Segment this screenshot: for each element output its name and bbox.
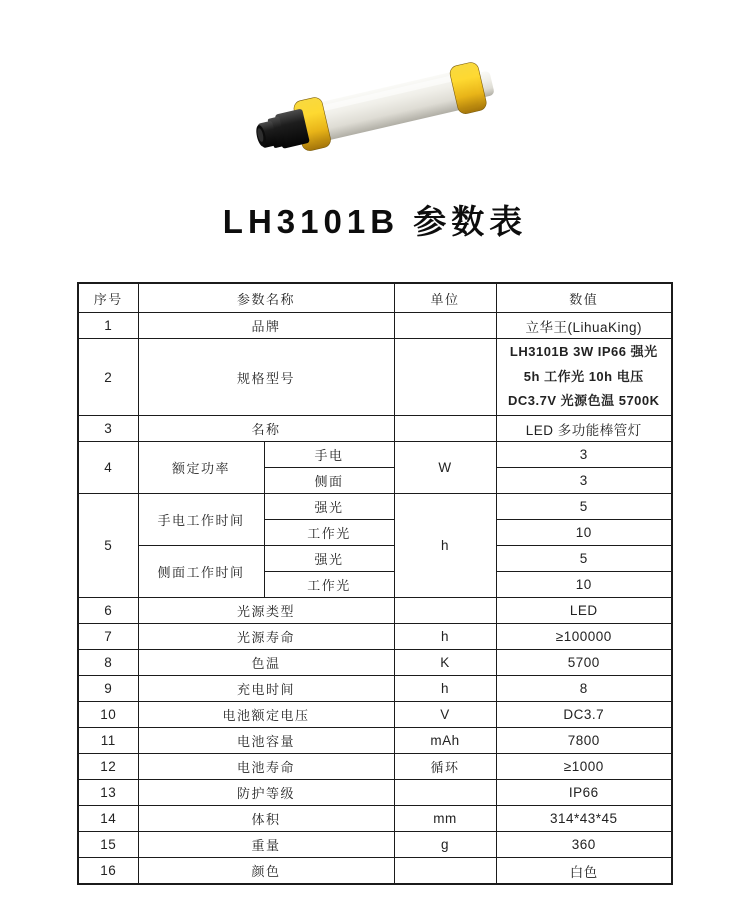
cell-param: 光源类型	[138, 598, 394, 624]
cell-unit: h	[394, 624, 496, 650]
cell-no: 2	[78, 339, 138, 416]
cell-param: 名称	[138, 416, 394, 442]
cell-unit: mm	[394, 806, 496, 832]
cell-param: 侧面工作时间	[138, 546, 264, 598]
cell-subparam: 强光	[264, 546, 394, 572]
cell-value: 白色	[496, 858, 672, 885]
table-row	[78, 313, 672, 339]
cell-value: 立华王(LihuaKing)	[496, 313, 672, 339]
table-row	[78, 780, 672, 806]
cell-value: 5	[496, 546, 672, 572]
cell-param: 防护等级	[138, 780, 394, 806]
cell-value: ≥1000	[496, 754, 672, 780]
cell-unit	[394, 339, 496, 416]
cell-param: 体积	[138, 806, 394, 832]
header-value: 数值	[496, 283, 672, 313]
cell-param: 电池额定电压	[138, 702, 394, 728]
cell-unit: V	[394, 702, 496, 728]
cell-no: 4	[78, 442, 138, 494]
cell-no: 1	[78, 313, 138, 339]
header-param: 参数名称	[138, 283, 394, 313]
cell-subparam: 工作光	[264, 520, 394, 546]
cell-unit: K	[394, 650, 496, 676]
table-row	[78, 702, 672, 728]
table-row	[78, 416, 672, 442]
cell-unit: g	[394, 832, 496, 858]
cell-value: 10	[496, 520, 672, 546]
cell-value: IP66	[496, 780, 672, 806]
cell-unit: h	[394, 676, 496, 702]
cell-no: 5	[78, 494, 138, 598]
table-header-row	[78, 283, 672, 313]
cell-value: 5	[496, 494, 672, 520]
product-photo	[0, 0, 750, 210]
cell-no: 16	[78, 858, 138, 885]
table-row	[78, 624, 672, 650]
cell-no: 10	[78, 702, 138, 728]
cell-param: 充电时间	[138, 676, 394, 702]
cell-value: 360	[496, 832, 672, 858]
cell-unit	[394, 780, 496, 806]
table-row	[78, 650, 672, 676]
cell-value: 10	[496, 572, 672, 598]
table-row	[78, 754, 672, 780]
cell-value: LED 多功能棒管灯	[496, 416, 672, 442]
cell-value: DC3.7	[496, 702, 672, 728]
table-row	[78, 806, 672, 832]
cell-no: 14	[78, 806, 138, 832]
header-no: 序号	[78, 283, 138, 313]
table-row	[78, 832, 672, 858]
spec-line-1: LH3101B 3W IP66 强光	[509, 343, 658, 359]
cell-no: 7	[78, 624, 138, 650]
cell-value: LED	[496, 598, 672, 624]
cell-value: 3	[496, 442, 672, 468]
cell-no: 9	[78, 676, 138, 702]
cell-unit	[394, 598, 496, 624]
table-row	[78, 339, 672, 416]
cell-value: 8	[496, 676, 672, 702]
cell-unit	[394, 858, 496, 885]
cell-value: 5700	[496, 650, 672, 676]
spec-line-2: 5h 工作光 10h 电压	[523, 368, 644, 384]
page-title: LH3101B 参数表	[222, 203, 528, 240]
spec-table	[77, 282, 673, 885]
cell-value	[496, 339, 672, 416]
cell-no: 11	[78, 728, 138, 754]
table-row	[78, 546, 672, 572]
cell-param: 品牌	[138, 313, 394, 339]
cell-param: 手电工作时间	[138, 494, 264, 546]
table-row	[78, 858, 672, 885]
cell-no: 6	[78, 598, 138, 624]
table-row	[78, 728, 672, 754]
cell-param: 颜色	[138, 858, 394, 885]
cell-param: 重量	[138, 832, 394, 858]
cell-unit: 循环	[394, 754, 496, 780]
spec-line-3: DC3.7V 光源色温 5700K	[507, 393, 660, 409]
table-row	[78, 676, 672, 702]
cell-no: 13	[78, 780, 138, 806]
table-row	[78, 598, 672, 624]
cell-param: 规格型号	[138, 339, 394, 416]
cell-value: 3	[496, 468, 672, 494]
header-unit: 单位	[394, 283, 496, 313]
table-row	[78, 494, 672, 520]
cell-param: 电池容量	[138, 728, 394, 754]
cell-unit: mAh	[394, 728, 496, 754]
cell-unit: W	[394, 442, 496, 494]
cell-no: 15	[78, 832, 138, 858]
cell-subparam: 工作光	[264, 572, 394, 598]
cell-param: 电池寿命	[138, 754, 394, 780]
cell-no: 3	[78, 416, 138, 442]
cell-no: 8	[78, 650, 138, 676]
cell-param: 光源寿命	[138, 624, 394, 650]
cell-subparam: 手电	[264, 442, 394, 468]
cell-unit: h	[394, 494, 496, 598]
cell-value: ≥100000	[496, 624, 672, 650]
cell-value: 314*43*45	[496, 806, 672, 832]
cell-subparam: 侧面	[264, 468, 394, 494]
table-row	[78, 442, 672, 468]
cell-no: 12	[78, 754, 138, 780]
cell-unit	[394, 416, 496, 442]
cell-value: 7800	[496, 728, 672, 754]
cell-subparam: 强光	[264, 494, 394, 520]
cell-param: 色温	[138, 650, 394, 676]
cell-unit	[394, 313, 496, 339]
cell-param: 额定功率	[138, 442, 264, 494]
